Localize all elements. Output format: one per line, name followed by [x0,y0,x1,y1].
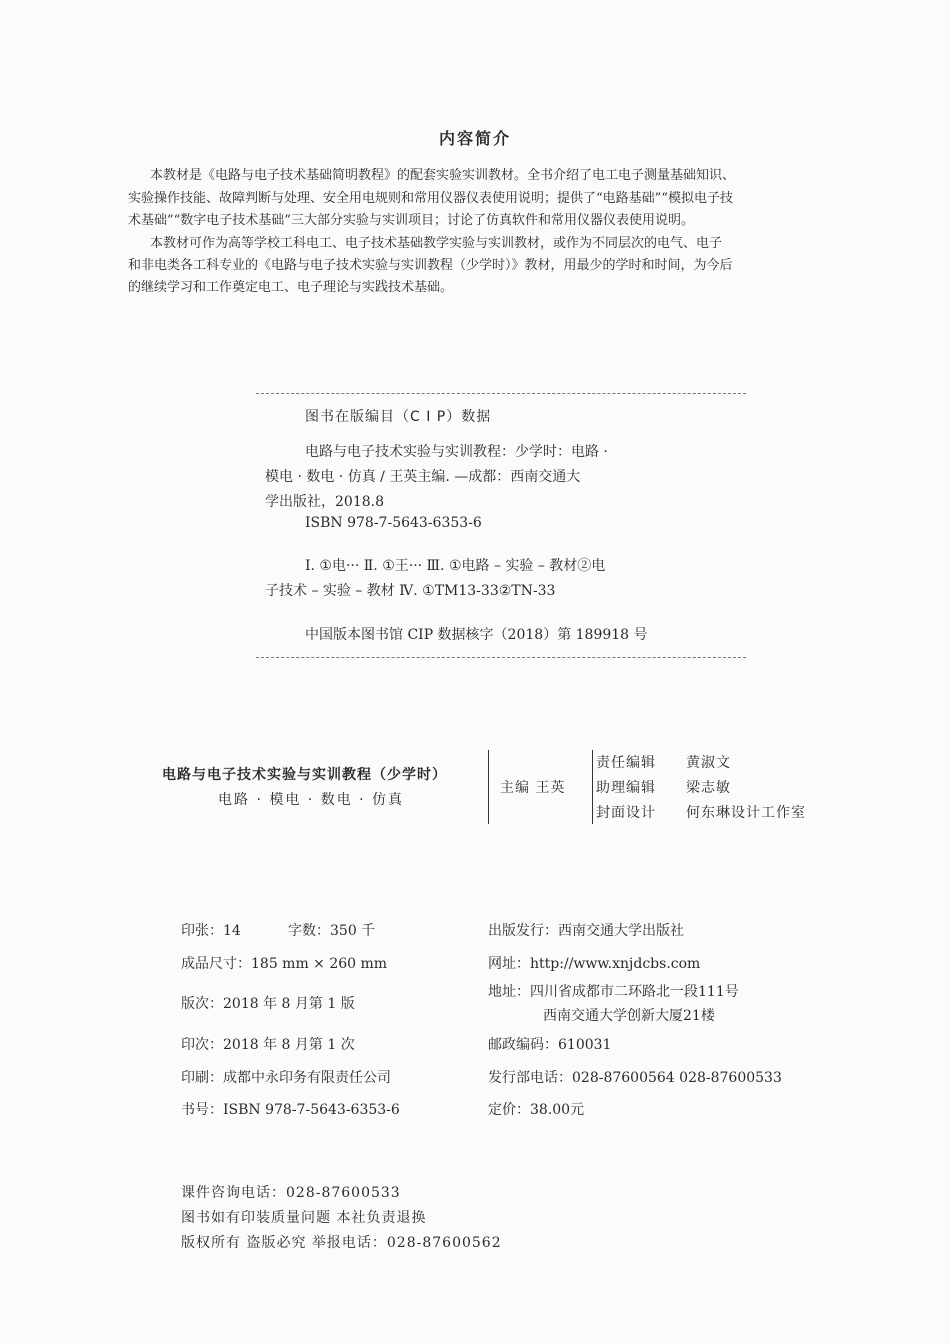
staff-name: 何东琳设计工作室 [686,805,806,821]
summary-line: 和非电类各工科专业的《电路与电子技术实验与实训教程（少学时）》教材，用最少的学时和时间，为今后 [128,258,733,273]
staff-name: 梁志敏 [686,780,731,796]
spec-printer: 印刷：成都中永印务有限责任公司 [181,1070,391,1086]
footer-consult-phone: 课件咨询电话：028-87600533 [181,1185,401,1201]
spec-address-line-2: 西南交通大学创新大厦21楼 [543,1008,715,1024]
spec-address: 地址：四川省成都市二环路北一段111号 [488,984,739,1000]
footer-copyright: 版权所有 盗版必究 举报电话：028-87600562 [181,1235,502,1251]
staff-role: 助理编辑 [596,780,656,796]
cip-classification-line: Ⅰ. ①电··· Ⅱ. ①王··· Ⅲ. ①电路 – 实验 – 教材②电 [305,558,606,574]
summary-line: 本教材可作为高等学校工科电工、电子技术基础教学实验与实训教材，或作为不同层次的电气、电子 [150,236,723,251]
summary-line: 的继续学习和工作奠定电工、电子理论与实践技术基础。 [128,280,454,295]
staff-role: 封面设计 [596,805,656,821]
spec-website: 网址：http://www.xnjdcbs.com [488,956,701,972]
divider-vertical [488,750,489,824]
cip-entry-line: 电路与电子技术实验与实训教程：少学时：电路 · [305,444,608,460]
divider-vertical [592,750,593,824]
summary-title: 内容简介 [438,129,511,148]
cip-title: 图书在版编目（C I P）数据 [305,409,492,425]
spec-publisher: 出版发行：西南交通大学出版社 [488,923,684,939]
staff-role: 责任编辑 [596,755,656,771]
cip-isbn: ISBN 978-7-5643-6353-6 [305,515,482,531]
summary-line: 实验操作技能、故障判断与处理、安全用电规则和常用仪器仪表使用说明；提供了“电路基础”“模拟电子技 [128,191,733,206]
staff-name: 黄淑文 [686,755,731,771]
spec-edition: 版次：2018 年 8 月第 1 版 [181,996,355,1012]
spec-book-number: 书号：ISBN 978-7-5643-6353-6 [181,1102,400,1118]
spec-postcode: 邮政编码：610031 [488,1037,612,1053]
spec-size: 成品尺寸：185 mm × 260 mm [181,956,388,972]
spec-sheets: 印张：14 [181,923,241,939]
book-title: 电路与电子技术实验与实训教程（少学时） [162,767,447,783]
summary-line: 本教材是《电路与电子技术基础简明教程》的配套实验实训教材。全书介绍了电工电子测量基础知识、 [150,168,736,183]
spec-distribution-phone: 发行部电话：028-87600564 028-87600533 [488,1070,782,1086]
book-subtitle: 电路 · 模电 · 数电 · 仿真 [218,792,405,808]
spec-printing: 印次：2018 年 8 月第 1 次 [181,1037,355,1053]
spec-word-count: 字数：350 千 [288,923,376,939]
summary-line: 术基础”“数字电子技术基础”三大部分实验与实训项目；讨论了仿真软件和常用仪器仪表使用说明。 [128,213,694,228]
cip-classification-line: 子技术 – 实验 – 教材 Ⅳ. ①TM13-33②TN-33 [265,583,556,599]
footer-quality-note: 图书如有印装质量问题 本社负责退换 [181,1210,427,1226]
chief-editor: 主编 王英 [500,780,566,796]
spec-price: 定价：38.00元 [488,1102,585,1118]
cip-entry-line: 学出版社，2018.8 [265,494,384,510]
cip-approval-number: 中国版本图书馆 CIP 数据核字（2018）第 189918 号 [305,627,648,643]
cip-top-divider [256,393,746,394]
cip-bottom-divider [256,657,746,658]
cip-entry-line: 模电 · 数电 · 仿真 / 王英主编. —成都：西南交通大 [265,469,581,485]
